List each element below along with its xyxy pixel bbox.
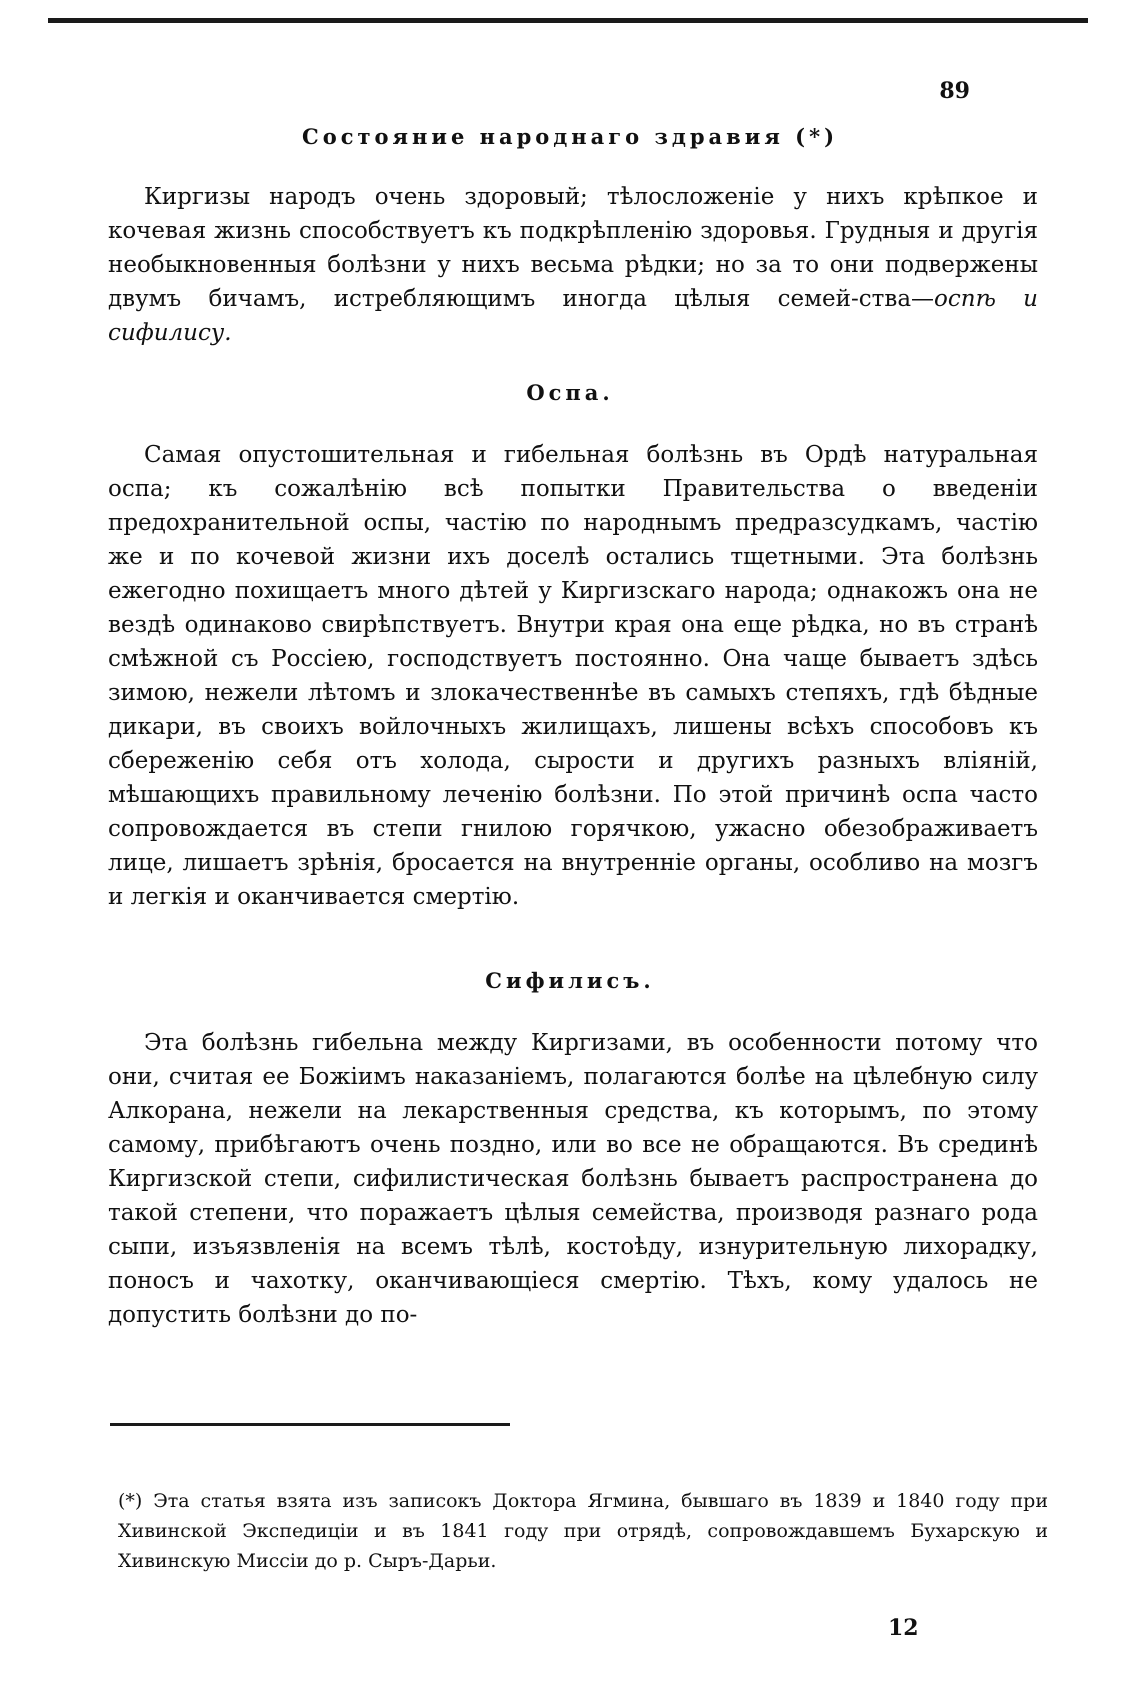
- paragraph-health-text: Киргизы народъ очень здоровый; тѣлосложеніе у нихъ крѣпкое и кочевая жизнь способствуетъ къ подкрѣпленію здоровья. Грудныя и другія необыкновенныя болѣзни у нихъ весьма рѣдки; но за то они подвержены двумъ бичамъ, истребляющимъ иногда цѣлыя семей-ства—: [108, 184, 1038, 312]
- paragraph-smallpox: Самая опустошительная и гибельная болѣзнь въ Ордѣ натуральная оспа; къ сожалѣнію всѣ попытки Правительства о введеніи предохранительной оспы, частію по народнымъ предразсудкамъ, частію же и по кочевой жизни ихъ доселѣ остались тщетными. Эта болѣзнь ежегодно похищаетъ много дѣтей у Киргизскаго народа; однакожъ она не вездѣ одинаково свирѣпствуетъ. Внутри края она еще рѣдка, но въ странѣ смѣжной съ Россіею, господствуетъ постоянно. Она чаще бываетъ здѣсь зимою, нежели лѣтомъ и злокачественнѣе въ самыхъ степяхъ, гдѣ бѣдные дикари, въ своихъ войлочныхъ жилищахъ, лишены всѣхъ способовъ къ сбереженію себя отъ холода, сырости и другихъ разныхъ вліяній, мѣшающихъ правильному леченію болѣзни. По этой причинѣ оспа часто сопровождается въ степи гнилою горячкою, ужасно обезображиваетъ лице, лишаетъ зрѣнія, бросается на внутренніе органы, особливо на мозгъ и легкія и оканчивается смертію.: [108, 442, 1038, 910]
- paragraph-health-italic: оспѣ и сифилису.: [108, 286, 1038, 346]
- sheet-number: 12: [888, 1615, 919, 1641]
- section-title-smallpox: Оспа.: [526, 380, 614, 405]
- page-number: 89: [939, 78, 970, 104]
- footnote: (*) Эта статья взята изъ записокъ Доктора Ягмина, бывшаго въ 1839 и 1840 году при Хивинской Экспедиціи и въ 1841 году при отрядѣ, сопровождавшемъ Бухарскую и Хивинскую Миссіи до р. Сыръ-Дарьи.: [118, 1490, 1048, 1572]
- paragraph-health: [108, 180, 1038, 350]
- footnote-rule: [110, 1423, 510, 1426]
- section-title-syphilis: Сифилисъ.: [485, 968, 655, 993]
- section-title-health: Состояние народнаго здравия (*): [301, 124, 839, 149]
- top-rule: [48, 18, 1088, 23]
- paragraph-syphilis: Эта болѣзнь гибельна между Киргизами, въ особенности потому что они, считая ее Божіимъ наказаніемъ, полагаются болѣе на цѣлебную силу Алкорана, нежели на лекарственныя средства, къ которымъ, по этому самому, прибѣгаютъ очень поздно, или во все не обращаются. Въ срединѣ Киргизской степи, сифилистическая болѣзнь бываетъ распространена до такой степени, что поражаетъ цѣлыя семейства, производя разнаго рода сыпи, изъязвленія на всемъ тѣлѣ, костоѣду, изнурительную лихорадку, поносъ и чахотку, оканчивающіеся смертію. Тѣхъ, кому удалось не допустить болѣзни до по-: [108, 1030, 1038, 1328]
